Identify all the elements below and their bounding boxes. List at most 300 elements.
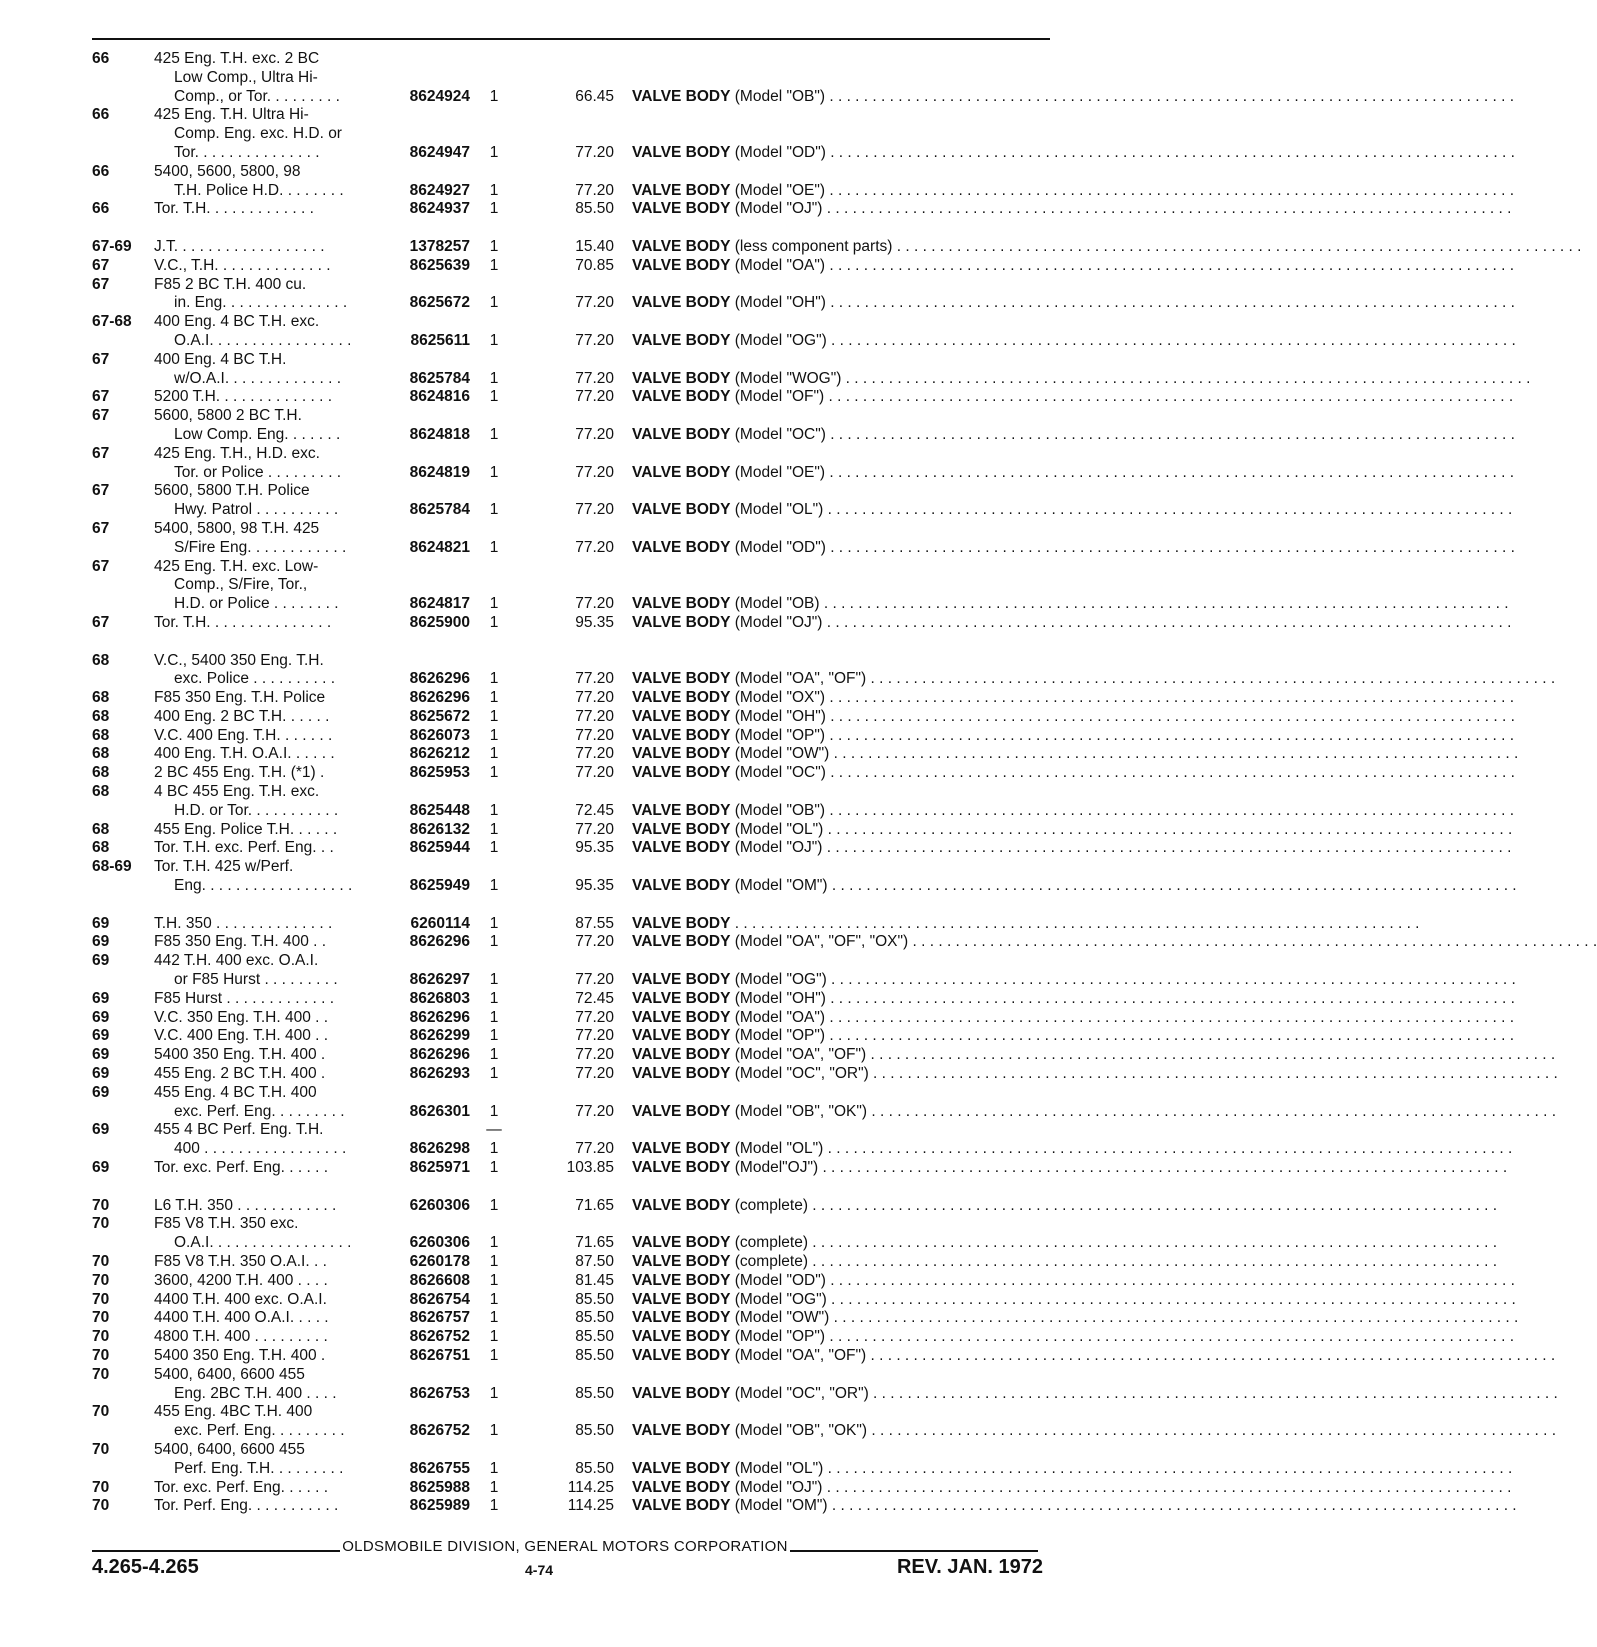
part-note: (Model "OA", "OF") <box>730 670 867 688</box>
list-price: 77.20 <box>575 726 614 744</box>
dot-leader: . . . . . . . . . . . . . . . . . . . . . . . . . . . . . . . . . . . . . . . . . . . . . . . . . . . . . . . . . . . . . . . . . . . . . . . . . . . . . . . . <box>825 1328 1515 1346</box>
part-note: (Model "OA") <box>730 1008 826 1026</box>
part-name: VALVE BODY <box>632 256 731 274</box>
parts-row <box>92 707 1515 727</box>
parts-row <box>92 652 1052 671</box>
parts-row <box>92 1309 1519 1328</box>
quantity: 1 <box>489 1309 499 1327</box>
part-name: VALVE BODY <box>632 595 731 613</box>
quantity: 1 <box>489 914 499 932</box>
parts-row <box>92 1121 1052 1140</box>
application-description: 455 Eng. 4BC T.H. 400 <box>154 1403 313 1421</box>
part-number: 1378257 <box>409 237 470 255</box>
list-price: 85.50 <box>575 200 614 218</box>
application-description: 400 . . . . . . . . . . . . . . . . . <box>174 1140 347 1158</box>
part-name: VALVE BODY <box>632 1140 731 1158</box>
part-name: VALVE BODY <box>632 1234 731 1252</box>
quantity: 1 <box>489 971 499 989</box>
part-name: VALVE BODY <box>632 801 731 819</box>
part-name: VALVE BODY <box>632 1422 731 1440</box>
parts-row <box>92 1102 1557 1122</box>
quantity: 1 <box>489 463 499 481</box>
application-description: 455 Eng. Police T.H. . . . . . <box>154 820 338 838</box>
dot-leader: . . . . . . . . . . . . . . . . . . . . . . . . . . . . . . . . . . . . . . . . . . . . . . . . . . . . . . . . . . . . . . . . . . . . . . . . . . . . . . . . <box>866 1046 1556 1064</box>
quantity: — <box>486 1121 502 1139</box>
model-year: 67 <box>92 407 110 425</box>
dot-leader: . . . . . . . . . . . . . . . . . . . . . . . . . . . . . . . . . . . . . . . . . . . . . . . . . . . . . . . . . . . . . . . . . . . . . . . . . . . . . . . . <box>868 1384 1558 1402</box>
footer-group-number: 4.265-4.265 <box>92 1556 199 1578</box>
parts-row <box>92 1384 1558 1404</box>
parts-row <box>92 1008 1515 1028</box>
application-description: V.C. 350 Eng. T.H. 400 . . <box>154 1008 329 1026</box>
part-note: (Model "OX") <box>730 689 826 707</box>
part-note: (Model "OC") <box>730 425 826 443</box>
dot-leader: . . . . . . . . . . . . . . . . . . . . . . . . . . . . . . . . . . . . . . . . . . . . . . . . . . . . . . . . . . . . . . . . . . . . . . . . . . . . . . . . <box>808 1234 1498 1252</box>
application-description: 5400, 5800, 98 T.H. 425 <box>154 519 320 537</box>
parts-row <box>92 538 1515 558</box>
model-year: 67-68 <box>92 313 132 331</box>
list-price: 85.50 <box>575 1328 614 1346</box>
application-description: 425 Eng. T.H. exc. 2 BC <box>154 50 320 67</box>
part-name: VALVE BODY <box>632 425 731 443</box>
part-note: (Model "OL") <box>730 1459 824 1477</box>
part-name: VALVE BODY <box>632 613 731 631</box>
part-note: (Model "OP") <box>730 726 826 744</box>
parts-row <box>92 1234 1498 1253</box>
dot-leader: . . . . . . . . . . . . . . . . . . . . . . . . . . . . . . . . . . . . . . . . . . . . . . . . . . . . . . . . . . . . . . . . . . . . . . . . . . . . . . . . <box>730 914 1420 932</box>
part-note: (Model "OC") <box>730 764 826 782</box>
row-spacer <box>92 633 1052 652</box>
parts-row <box>92 1497 1517 1516</box>
footer-revision: REV. JAN. 1972 <box>896 1556 1043 1578</box>
parts-row <box>92 1215 1052 1234</box>
part-number: 8626752 <box>409 1328 470 1346</box>
quantity: 1 <box>489 595 499 613</box>
part-number: 8625784 <box>409 369 470 387</box>
part-name: VALVE BODY <box>632 971 731 989</box>
model-year: 69 <box>92 989 110 1007</box>
quantity: 1 <box>489 1102 499 1120</box>
part-number: 8626754 <box>409 1290 470 1308</box>
list-price: 77.20 <box>575 369 614 387</box>
model-year: 70 <box>92 1271 110 1289</box>
part-note: (Model "OH") <box>730 707 826 725</box>
application-description: 5600, 5800 2 BC T.H. <box>154 407 302 425</box>
list-price: 77.20 <box>575 820 614 838</box>
part-name-cell <box>632 1309 1519 1328</box>
part-name-cell <box>632 1046 1556 1065</box>
part-name-cell <box>632 181 1515 201</box>
dot-leader: . . . . . . . . . . . . . . . . . . . . . . . . . . . . . . . . . . . . . . . . . . . . . . . . . . . . . . . . . . . . . . . . . . . . . . . . . . . . . . . . <box>825 707 1515 725</box>
list-price: 85.50 <box>575 1384 614 1402</box>
parts-row <box>92 1366 1052 1385</box>
part-name: VALVE BODY <box>632 1159 731 1177</box>
part-name-cell <box>632 595 1509 614</box>
part-note: (Model "OJ") <box>730 1478 823 1496</box>
application-description: Tor. Perf. Eng. . . . . . . . . . . <box>154 1497 339 1515</box>
application-description: F85 350 Eng. T.H. 400 . . <box>154 933 327 951</box>
application-description: in. Eng. . . . . . . . . . . . . . . <box>174 294 348 312</box>
application-description: Tor. exc. Perf. Eng. . . . . . <box>154 1478 329 1496</box>
part-number: 8625672 <box>409 294 470 312</box>
part-number: 8625672 <box>409 707 470 725</box>
dot-leader: . . . . . . . . . . . . . . . . . . . . . . . . . . . . . . . . . . . . . . . . . . . . . . . . . . . . . . . . . . . . . . . . . . . . . . . . . . . . . . . . <box>825 689 1515 707</box>
quantity: 1 <box>489 538 499 556</box>
list-price: 77.20 <box>575 689 614 707</box>
quantity: 1 <box>489 1459 499 1477</box>
part-note: (complete) <box>730 1234 808 1252</box>
part-name-cell <box>632 1459 1513 1479</box>
part-name: VALVE BODY <box>632 1065 731 1083</box>
parts-row <box>92 331 1516 351</box>
part-name: VALVE BODY <box>632 143 731 161</box>
application-description: F85 Hurst . . . . . . . . . . . . . <box>154 989 335 1007</box>
part-name: VALVE BODY <box>632 914 731 932</box>
application-description: T.H. Police H.D. . . . . . . . <box>174 181 344 199</box>
quantity: 1 <box>489 1422 499 1440</box>
application-description: 425 Eng. T.H., H.D. exc. <box>154 444 320 462</box>
application-description: J.T. . . . . . . . . . . . . . . . . . <box>154 237 325 255</box>
quantity: 1 <box>489 1065 499 1083</box>
list-price: 77.20 <box>575 538 614 556</box>
application-description: 2 BC 455 Eng. T.H. (*1) . <box>154 764 325 782</box>
quantity: 1 <box>489 989 499 1007</box>
quantity: 1 <box>489 369 499 387</box>
application-description: 425 Eng. T.H. exc. Low- <box>154 557 319 575</box>
list-price: 85.50 <box>575 1290 614 1308</box>
part-note: (Model "OE") <box>730 181 826 199</box>
list-price: 77.20 <box>575 388 614 406</box>
quantity: 1 <box>489 1478 499 1496</box>
application-description: 455 4 BC Perf. Eng. T.H. <box>154 1121 324 1139</box>
list-price: 114.25 <box>567 1497 614 1515</box>
part-name-cell <box>632 1290 1516 1310</box>
list-price: 95.35 <box>575 877 614 895</box>
dot-leader: . . . . . . . . . . . . . . . . . . . . . . . . . . . . . . . . . . . . . . . . . . . . . . . . . . . . . . . . . . . . . . . . . . . . . . . . . . . . . . . . <box>825 294 1515 312</box>
application-description: Eng. 2BC T.H. 400 . . . . <box>174 1384 337 1402</box>
list-price: 85.50 <box>575 1346 614 1364</box>
part-note: (Model "OL") <box>730 1140 824 1158</box>
dot-leader: . . . . . . . . . . . . . . . . . . . . . . . . . . . . . . . . . . . . . . . . . . . . . . . . . . . . . . . . . . . . . . . . . . . . . . . . . . . . . . . . <box>822 613 1512 631</box>
part-number: 8626296 <box>409 689 470 707</box>
quantity: 1 <box>489 87 499 105</box>
quantity: 1 <box>489 1234 499 1252</box>
part-name-cell <box>632 1196 1498 1216</box>
dot-leader: . . . . . . . . . . . . . . . . . . . . . . . . . . . . . . . . . . . . . . . . . . . . . . . . . . . . . . . . . . . . . . . . . . . . . . . . . . . . . . . . <box>823 1459 1513 1477</box>
application-description: F85 2 BC T.H. 400 cu. <box>154 275 307 293</box>
part-number: 8626751 <box>409 1346 470 1364</box>
dot-leader: . . . . . . . . . . . . . . . . . . . . . . . . . . . . . . . . . . . . . . . . . . . . . . . . . . . . . . . . . . . . . . . . . . . . . . . . . . . . . . . . <box>823 1140 1513 1158</box>
model-year: 70 <box>92 1403 110 1421</box>
list-price: 85.50 <box>575 1309 614 1327</box>
part-name-cell <box>632 87 1515 107</box>
dot-leader: . . . . . . . . . . . . . . . . . . . . . . . . . . . . . . . . . . . . . . . . . . . . . . . . . . . . . . . . . . . . . . . . . . . . . . . . . . . . . . . . <box>825 1271 1515 1289</box>
dot-leader: . . . . . . . . . . . . . . . . . . . . . . . . . . . . . . . . . . . . . . . . . . . . . . . . . . . . . . . . . . . . . . . . . . . . . . . . . . . . . . . . <box>866 1346 1556 1364</box>
quantity: 1 <box>489 613 499 631</box>
list-price: 66.45 <box>575 87 614 105</box>
model-year: 66 <box>92 106 110 124</box>
parts-row <box>92 764 1515 783</box>
dot-leader: . . . . . . . . . . . . . . . . . . . . . . . . . . . . . . . . . . . . . . . . . . . . . . . . . . . . . . . . . . . . . . . . . . . . . . . . . . . . . . . . <box>825 989 1515 1007</box>
dot-leader: . . . . . . . . . . . . . . . . . . . . . . . . . . . . . . . . . . . . . . . . . . . . . . . . . . . . . . . . . . . . . . . . . . . . . . . . . . . . . . . . <box>841 369 1531 387</box>
part-note: (Model "OJ") <box>730 613 823 631</box>
application-description: 400 Eng. 2 BC T.H. . . . . . <box>154 707 330 725</box>
list-price: 85.50 <box>575 1459 614 1477</box>
application-description: 5400, 6400, 6600 455 <box>154 1440 305 1458</box>
part-name: VALVE BODY <box>632 501 731 519</box>
part-note: (Model "OB) <box>730 595 820 613</box>
quantity: 1 <box>489 181 499 199</box>
model-year: 67 <box>92 444 110 462</box>
model-year: 67 <box>92 256 110 274</box>
model-year: 67 <box>92 482 110 500</box>
model-year: 68 <box>92 707 110 725</box>
part-name-cell <box>632 425 1515 445</box>
model-year: 69 <box>92 1065 110 1083</box>
part-name-cell <box>632 1346 1556 1366</box>
dot-leader: . . . . . . . . . . . . . . . . . . . . . . . . . . . . . . . . . . . . . . . . . . . . . . . . . . . . . . . . . . . . . . . . . . . . . . . . . . . . . . . . <box>866 670 1556 688</box>
dot-leader: . . . . . . . . . . . . . . . . . . . . . . . . . . . . . . . . . . . . . . . . . . . . . . . . . . . . . . . . . . . . . . . . . . . . . . . . . . . . . . . . <box>825 1008 1515 1026</box>
model-year: 68 <box>92 820 110 838</box>
parts-row <box>92 125 1052 144</box>
part-number: 8625639 <box>409 256 470 274</box>
quantity: 1 <box>489 801 499 819</box>
part-note: (Model "OD") <box>730 1271 826 1289</box>
part-name: VALVE BODY <box>632 707 731 725</box>
part-note: (Model "OC", "OR") <box>730 1384 869 1402</box>
model-year: 68-69 <box>92 858 132 876</box>
parts-row <box>92 256 1515 276</box>
parts-row <box>92 1065 1558 1084</box>
parts-row <box>92 745 1519 764</box>
dot-leader: . . . . . . . . . . . . . . . . . . . . . . . . . . . . . . . . . . . . . . . . . . . . . . . . . . . . . . . . . . . . . . . . . . . . . . . . . . . . . . . . <box>822 1478 1512 1496</box>
application-description: 400 Eng. T.H. O.A.I. . . . . . <box>154 745 335 763</box>
application-description: 442 T.H. 400 exc. O.A.I. <box>154 952 319 970</box>
part-name: VALVE BODY <box>632 670 731 688</box>
dot-leader: . . . . . . . . . . . . . . . . . . . . . . . . . . . . . . . . . . . . . . . . . . . . . . . . . . . . . . . . . . . . . . . . . . . . . . . . . . . . . . . . <box>826 331 1516 349</box>
part-name: VALVE BODY <box>632 294 731 312</box>
application-description: 4400 T.H. 400 exc. O.A.I. <box>154 1290 327 1308</box>
dot-leader: . . . . . . . . . . . . . . . . . . . . . . . . . . . . . . . . . . . . . . . . . . . . . . . . . . . . . . . . . . . . . . . . . . . . . . . . . . . . . . . . <box>825 181 1515 199</box>
application-description: 4 BC 455 Eng. T.H. exc. <box>154 783 320 801</box>
parts-row <box>92 914 1420 934</box>
list-price: 81.45 <box>575 1271 614 1289</box>
part-number: 6260114 <box>410 914 470 932</box>
quantity: 1 <box>489 1328 499 1346</box>
part-name-cell <box>632 839 1512 858</box>
model-year: 68 <box>92 839 110 857</box>
list-price: 77.20 <box>575 501 614 519</box>
dot-leader: . . . . . . . . . . . . . . . . . . . . . . . . . . . . . . . . . . . . . . . . . . . . . . . . . . . . . . . . . . . . . . . . . . . . . . . . . . . . . . . . <box>825 801 1515 819</box>
parts-row <box>92 463 1515 483</box>
model-year: 70 <box>92 1365 110 1383</box>
application-description: H.D. or Tor. . . . . . . . . . . <box>174 801 339 819</box>
parts-row <box>92 1478 1512 1498</box>
list-price: 77.20 <box>575 595 614 613</box>
part-name-cell <box>632 989 1515 1009</box>
part-note: (Model "OJ") <box>730 200 823 218</box>
list-price: 77.20 <box>575 1027 614 1045</box>
quantity: 1 <box>489 877 499 895</box>
parts-row <box>92 181 1515 201</box>
part-name: VALVE BODY <box>632 1384 731 1402</box>
dot-leader: . . . . . . . . . . . . . . . . . . . . . . . . . . . . . . . . . . . . . . . . . . . . . . . . . . . . . . . . . . . . . . . . . . . . . . . . . . . . . . . . <box>825 463 1515 481</box>
list-price: 77.20 <box>575 764 614 782</box>
part-name: VALVE BODY <box>632 87 731 105</box>
model-year: 69 <box>92 1159 110 1177</box>
part-name-cell <box>632 538 1515 558</box>
parts-row <box>92 445 1052 464</box>
part-name-cell <box>632 1328 1515 1347</box>
part-number: 8626296 <box>409 933 470 951</box>
part-note: (Model "OW") <box>730 745 830 763</box>
footer-corporation-line <box>92 1538 1038 1555</box>
application-description: Tor. T.H. exc. Perf. Eng. . . <box>154 839 334 857</box>
part-note: (Model "OW") <box>730 1309 830 1327</box>
model-year: 67 <box>92 275 110 293</box>
parts-row <box>92 670 1556 689</box>
part-note: (Model "OP") <box>730 1328 826 1346</box>
parts-row <box>92 1159 1508 1178</box>
part-number: 8625784 <box>409 501 470 519</box>
parts-row <box>92 971 1516 990</box>
quantity: 1 <box>489 933 499 951</box>
quantity: 1 <box>489 1008 499 1026</box>
quantity: 1 <box>489 726 499 744</box>
list-price: 114.25 <box>567 1478 614 1496</box>
model-year: 70 <box>92 1440 110 1458</box>
application-description: Tor. T.H. . . . . . . . . . . . . . . <box>154 613 332 631</box>
part-name-cell <box>632 1027 1515 1046</box>
dot-leader: . . . . . . . . . . . . . . . . . . . . . . . . . . . . . . . . . . . . . . . . . . . . . . . . . . . . . . . . . . . . . . . . . . . . . . . . . . . . . . . . <box>825 726 1515 744</box>
part-name: VALVE BODY <box>632 388 731 406</box>
part-name-cell <box>632 1159 1508 1178</box>
list-price: 77.20 <box>575 933 614 951</box>
part-name-cell <box>632 256 1515 276</box>
part-number: 8626296 <box>409 1046 470 1064</box>
model-year: 67 <box>92 388 110 406</box>
application-description: F85 350 Eng. T.H. Police <box>154 689 326 707</box>
dot-leader: . . . . . . . . . . . . . . . . . . . . . . . . . . . . . . . . . . . . . . . . . . . . . . . . . . . . . . . . . . . . . . . . . . . . . . . . . . . . . . . . <box>825 256 1515 274</box>
dot-leader: . . . . . . . . . . . . . . . . . . . . . . . . . . . . . . . . . . . . . . . . . . . . . . . . . . . . . . . . . . . . . . . . . . . . . . . . . . . . . . . . <box>827 1497 1517 1515</box>
dot-leader: . . . . . . . . . . . . . . . . . . . . . . . . . . . . . . . . . . . . . . . . . . . . . . . . . . . . . . . . . . . . . . . . . . . . . . . . . . . . . . . . <box>826 1290 1516 1308</box>
part-number: 8625448 <box>409 801 470 819</box>
application-description: exc. Perf. Eng. . . . . . . . . <box>174 1422 345 1440</box>
model-year: 68 <box>92 689 110 707</box>
parts-row <box>92 87 1515 107</box>
parts-row <box>92 989 1515 1009</box>
model-year: 69 <box>92 933 110 951</box>
part-name-cell <box>632 933 1597 952</box>
part-note: (Model "OC", "OR") <box>730 1065 869 1083</box>
part-name-cell <box>632 200 1512 219</box>
application-description: 3600, 4200 T.H. 400 . . . . <box>154 1271 328 1289</box>
part-name-cell <box>632 745 1519 764</box>
part-name-cell <box>632 820 1513 840</box>
quantity: 1 <box>489 839 499 857</box>
parts-row <box>92 69 1052 88</box>
part-note: (Model "OB", "OK") <box>730 1422 868 1440</box>
part-note: (Model "OD") <box>730 538 826 556</box>
list-price: 85.50 <box>575 1422 614 1440</box>
quantity: 1 <box>489 294 499 312</box>
parts-row <box>92 820 1513 840</box>
quantity: 1 <box>489 501 499 519</box>
parts-row <box>92 858 1052 877</box>
parts-row <box>92 407 1052 426</box>
quantity: 1 <box>489 764 499 782</box>
parts-row <box>92 351 1052 370</box>
application-description: Comp. Eng. exc. H.D. or <box>174 125 342 143</box>
dot-leader: . . . . . . . . . . . . . . . . . . . . . . . . . . . . . . . . . . . . . . . . . . . . . . . . . . . . . . . . . . . . . . . . . . . . . . . . . . . . . . . . <box>818 1159 1508 1177</box>
part-number: 8626296 <box>409 670 470 688</box>
part-number: 8625988 <box>409 1478 470 1496</box>
part-number: 8624819 <box>409 463 470 481</box>
model-year: 67 <box>92 557 110 575</box>
part-note: (Model "OM") <box>730 1497 828 1515</box>
part-note: (Model"OJ") <box>730 1159 819 1177</box>
quantity: 1 <box>489 425 499 443</box>
part-name-cell <box>632 613 1512 633</box>
part-note: (Model "OD") <box>730 143 826 161</box>
application-description: H.D. or Police . . . . . . . . <box>174 595 339 613</box>
parts-row <box>92 1196 1498 1216</box>
part-name-cell <box>632 1478 1512 1498</box>
list-price: 77.20 <box>575 1008 614 1026</box>
quantity: 1 <box>489 256 499 274</box>
part-name-cell <box>632 670 1556 689</box>
part-note: (Model "OF") <box>730 388 825 406</box>
application-description: 455 Eng. 2 BC T.H. 400 . <box>154 1065 326 1083</box>
part-name-cell <box>632 331 1516 351</box>
application-description: Hwy. Patrol . . . . . . . . . . <box>174 501 339 519</box>
parts-row <box>92 595 1509 614</box>
part-number: 8626299 <box>409 1027 470 1045</box>
parts-row <box>92 200 1512 219</box>
part-note: (Model "OB", "OK") <box>730 1102 868 1120</box>
application-description: O.A.I. . . . . . . . . . . . . . . . . <box>174 331 352 349</box>
part-name: VALVE BODY <box>632 1196 731 1214</box>
model-year: 67 <box>92 350 110 368</box>
part-name: VALVE BODY <box>632 538 731 556</box>
application-description: V.C. 400 Eng. T.H. . . . . . . <box>154 726 333 744</box>
model-year: 66 <box>92 162 110 180</box>
application-description: S/Fire Eng. . . . . . . . . . . . <box>174 538 347 556</box>
part-number: 8624927 <box>409 181 470 199</box>
part-number: 8625900 <box>409 613 470 631</box>
dot-leader: . . . . . . . . . . . . . . . . . . . . . . . . . . . . . . . . . . . . . . . . . . . . . . . . . . . . . . . . . . . . . . . . . . . . . . . . . . . . . . . . <box>868 1065 1558 1083</box>
dot-leader: . . . . . . . . . . . . . . . . . . . . . . . . . . . . . . . . . . . . . . . . . . . . . . . . . . . . . . . . . . . . . . . . . . . . . . . . . . . . . . . . <box>867 1422 1557 1440</box>
parts-row <box>92 1403 1052 1422</box>
part-name: VALVE BODY <box>632 1290 731 1308</box>
part-name: VALVE BODY <box>632 1478 731 1496</box>
list-price: 77.20 <box>575 181 614 199</box>
part-name: VALVE BODY <box>632 1309 731 1327</box>
part-name: VALVE BODY <box>632 237 731 255</box>
model-year: 70 <box>92 1309 110 1327</box>
list-price: 77.20 <box>575 971 614 989</box>
model-year: 69 <box>92 1008 110 1026</box>
part-name: VALVE BODY <box>632 820 731 838</box>
parts-row <box>92 276 1052 295</box>
model-year: 70 <box>92 1215 110 1233</box>
list-price: 77.20 <box>575 707 614 725</box>
part-number: 8624937 <box>409 200 470 218</box>
part-name: VALVE BODY <box>632 689 731 707</box>
model-year: 70 <box>92 1497 110 1515</box>
quantity: 1 <box>489 237 499 255</box>
parts-row <box>92 237 1582 257</box>
